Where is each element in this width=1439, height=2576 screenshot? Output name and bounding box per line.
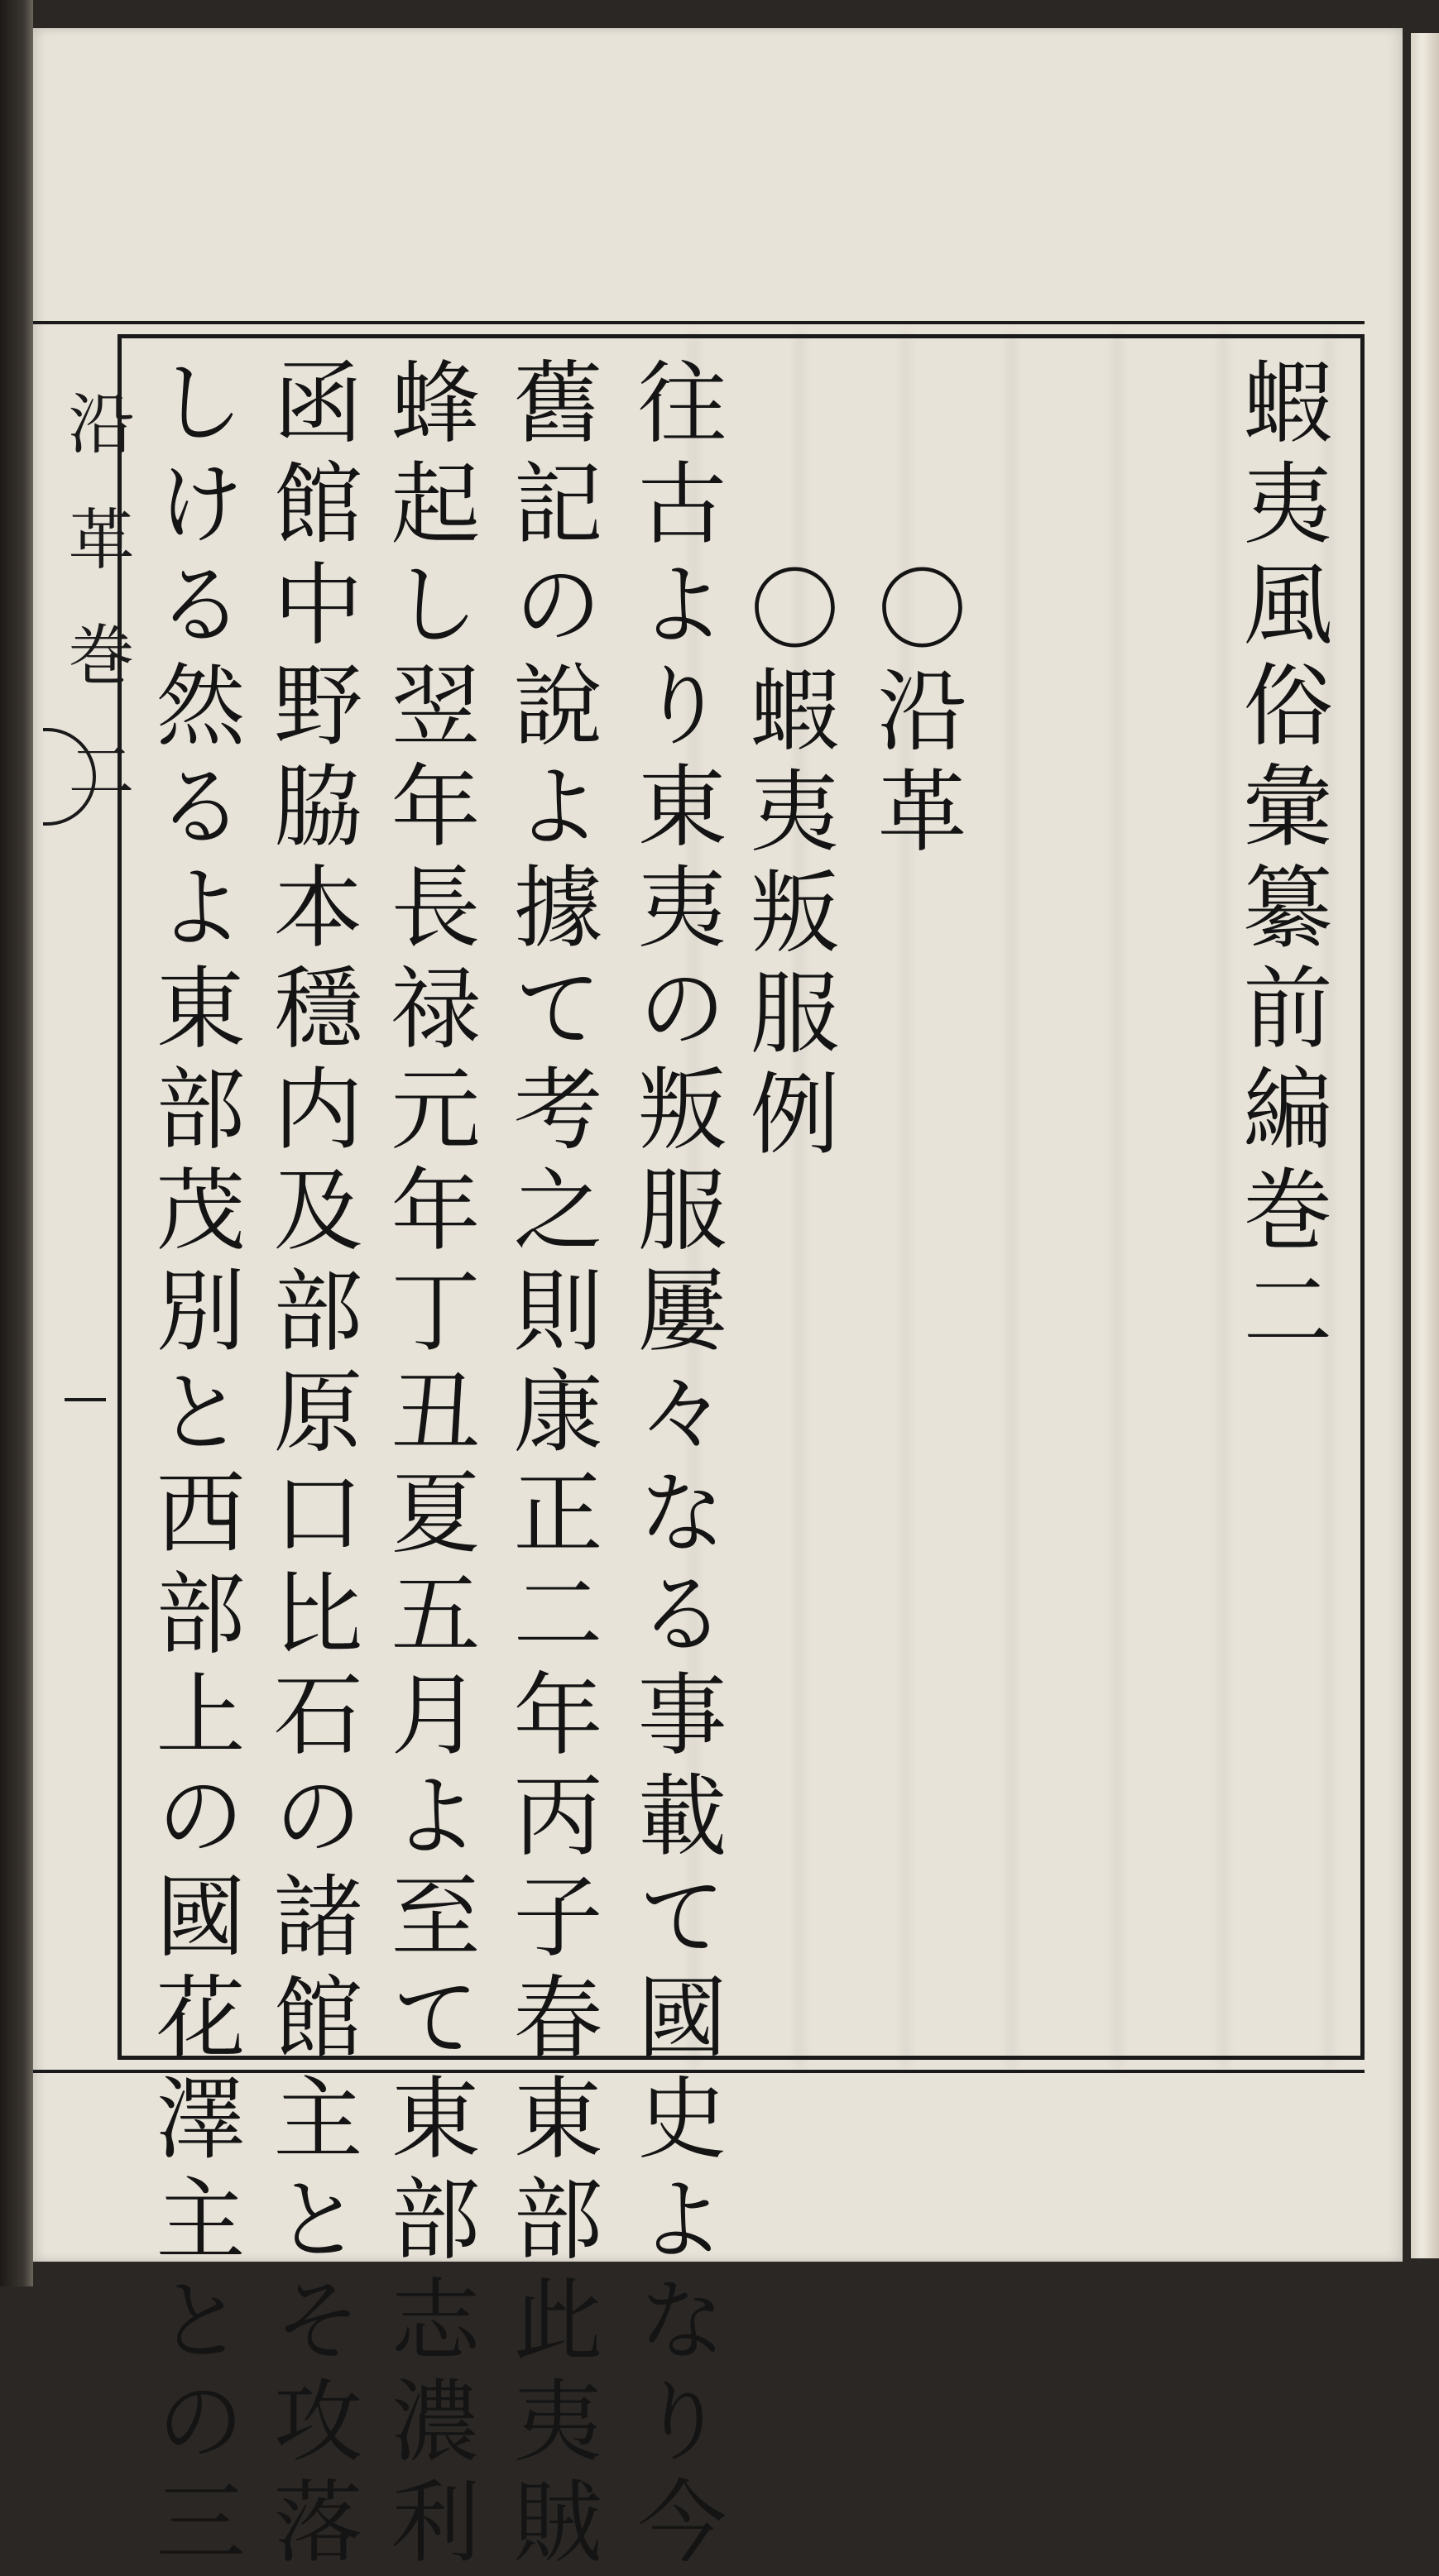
text-column-1: 往古より東夷の叛服屢々なる事載て國史よなり今 (622, 356, 726, 2576)
spine-shadow (0, 0, 33, 2286)
section-heading: 〇沿革 (862, 563, 966, 865)
text-column-3: 蜂起し翌年長禄元年丁丑夏五月よ至て東部志濃利 (376, 356, 479, 2576)
top-rule (33, 321, 1365, 324)
page-edge (1411, 33, 1439, 2258)
margin-header: 沿革巻二 (57, 389, 134, 852)
subsection-heading: 〇蝦夷叛服例 (735, 563, 838, 1168)
text-column-2: 舊記の說よ據て考之則康正二年丙子春東部此夷賊 (498, 356, 602, 2576)
text-column-5: しける然るよ東部茂別と西部上の國花澤主との三 (141, 356, 244, 2576)
text-column-4: 函館中野脇本穩内及部原口比石の諸館主とそ攻落 (258, 356, 362, 2576)
page-number (65, 1398, 106, 1401)
book-title: 蝦夷風俗彙纂前編巻二 (1228, 356, 1331, 1365)
